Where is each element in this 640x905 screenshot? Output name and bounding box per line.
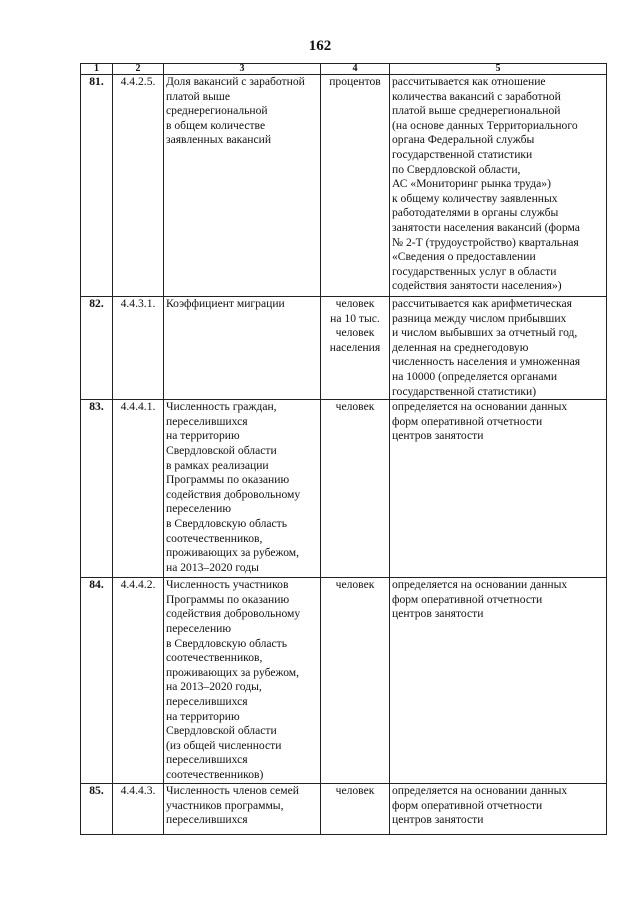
cell-line: в Свердловскую область [166,636,287,650]
indicator-code-cell [113,784,164,835]
cell-line: 4.4.4.2. [120,578,156,592]
cell-line: переселившихся [166,753,248,767]
row-number-cell [81,297,113,400]
indicator-name-cell [164,784,321,835]
cell-line: в Свердловскую область [166,516,287,530]
calculation-method-cell [390,75,607,297]
table-row [81,578,607,784]
cell-line: «Сведения о предоставлении [392,250,536,264]
cell-line: на 2013–2020 годы, [166,680,262,694]
column-header-2: 2 [113,64,164,75]
cell-line: форм оперативной отчетности [392,798,543,812]
cell-line: и числом выбывших за отчетный год, [392,326,578,340]
cell-line: участников программы, [166,798,284,812]
cell-line: № 2-Т (трудоустройство) квартальная [392,235,579,249]
cell-line: 82. [89,297,104,310]
cell-line: на 10000 (определяется органами [392,369,558,383]
cell-line: на территорию [166,429,240,443]
table-row [81,400,607,578]
page-number: 162 [308,38,332,54]
row-number-cell [81,578,113,784]
cell-line: Свердловской области [166,724,277,738]
cell-line: определяется на основании данных [392,784,568,798]
cell-line: 81. [89,75,104,88]
cell-line: содействия добровольному [166,607,301,621]
cell-line: переселению [166,502,232,516]
cell-line: Свердловской области [166,443,277,457]
cell-line: человек [335,578,375,592]
cell-line: 4.4.4.3. [120,784,156,798]
cell-line: заявленных вакансий [166,133,272,147]
cell-line: Доля вакансий с заработной [166,75,305,88]
calculation-method-cell [390,578,607,784]
cell-line: государственной статистики [392,147,533,161]
cell-line: содействия добровольному [166,487,301,501]
cell-line: в рамках реализации [166,458,269,472]
cell-line: работодателями в органы службы [392,206,559,220]
unit-cell [321,784,390,835]
cell-line: центров занятости [392,429,484,443]
cell-line: на территорию [166,709,240,723]
indicators-table [80,63,607,835]
cell-line: Программы по оказанию [166,592,290,606]
cell-line: форм оперативной отчетности [392,414,543,428]
indicator-code-cell [113,297,164,400]
cell-line: Численность участников [166,578,289,592]
cell-line: переселению [166,621,232,635]
cell-line: Программы по оказанию [166,473,290,487]
indicator-name-cell [164,297,321,400]
indicator-name-cell [164,400,321,578]
column-header-4: 4 [321,64,390,75]
header-row [81,64,607,75]
cell-line: занятости населения вакансий (форма [392,220,580,234]
cell-line: государственной статистики) [392,384,537,398]
cell-line: 4.4.3.1. [120,297,156,310]
cell-line: процентов [329,75,381,88]
cell-line: на 10 тыс. [330,311,380,325]
cell-line: населения [329,340,381,354]
cell-line: соотечественников, [166,531,263,545]
cell-line: разница между числом прибывших [392,311,567,325]
unit-cell [321,400,390,578]
indicator-code-cell [113,578,164,784]
cell-line: в общем количестве [166,118,266,132]
column-header-3: 3 [164,64,321,75]
cell-line: центров занятости [392,607,484,621]
cell-line: переселившихся [166,813,248,827]
cell-line: соотечественников, [166,651,263,665]
cell-line: 4.4.4.1. [120,400,156,414]
indicator-name-cell [164,578,321,784]
table-row [81,75,607,297]
cell-line: органа Федеральной службы [392,133,535,147]
cell-line: человек [335,326,375,340]
cell-line: определяется на основании данных [392,400,568,414]
table-row [81,297,607,400]
cell-line: проживающих за рубежом, [166,546,300,560]
cell-line: АС «Мониторинг рынка труда») [392,177,551,191]
cell-line: рассчитывается как отношение [392,75,546,88]
cell-line: 84. [89,578,104,592]
cell-line: переселившихся [166,414,248,428]
cell-line: 4.4.2.5. [120,75,156,88]
cell-line: на 2013–2020 годы [166,560,259,574]
unit-cell [321,297,390,400]
table-body [81,75,607,835]
indicator-code-cell [113,75,164,297]
unit-cell [321,75,390,297]
cell-line: по Свердловской области, [392,162,521,176]
cell-line: рассчитывается как арифметическая [392,297,572,310]
cell-line: государственных услуг в области [392,264,557,278]
cell-line: переселившихся [166,694,248,708]
cell-line: к общему количеству заявленных [392,191,558,205]
cell-line: 83. [89,400,104,414]
row-number-cell [81,784,113,835]
cell-line: соотечественников) [166,767,264,781]
cell-line: среднерегиональной [166,104,268,118]
row-number-cell [81,75,113,297]
cell-line: количества вакансий с заработной [392,89,561,103]
indicator-code-cell [113,400,164,578]
calculation-method-cell [390,400,607,578]
cell-line: платой выше [166,89,230,103]
row-number-cell [81,400,113,578]
column-header-1: 1 [81,64,113,75]
cell-line: деленная на среднегодовую [392,340,529,354]
cell-line: определяется на основании данных [392,578,568,592]
cell-line: Численность граждан, [166,400,277,414]
cell-line: человек [335,297,375,310]
cell-line: платой выше среднерегиональной [392,104,561,118]
cell-line: форм оперативной отчетности [392,592,543,606]
cell-line: (на основе данных Территориального [392,118,578,132]
table-row [81,784,607,835]
cell-line: Численность членов семей [166,784,299,798]
cell-line: 85. [89,784,104,798]
indicator-name-cell [164,75,321,297]
cell-line: содействия занятости населения») [392,279,562,293]
cell-line: человек [335,400,375,414]
table-header [81,64,607,75]
cell-line: численность населения и умноженная [392,355,581,369]
cell-line: центров занятости [392,813,484,827]
cell-line: Коэффициент миграции [166,297,285,310]
calculation-method-cell [390,784,607,835]
cell-line: (из общей численности [166,738,282,752]
cell-line: проживающих за рубежом, [166,665,300,679]
unit-cell [321,578,390,784]
column-header-5: 5 [390,64,607,75]
cell-line: человек [335,784,375,798]
calculation-method-cell [390,297,607,400]
